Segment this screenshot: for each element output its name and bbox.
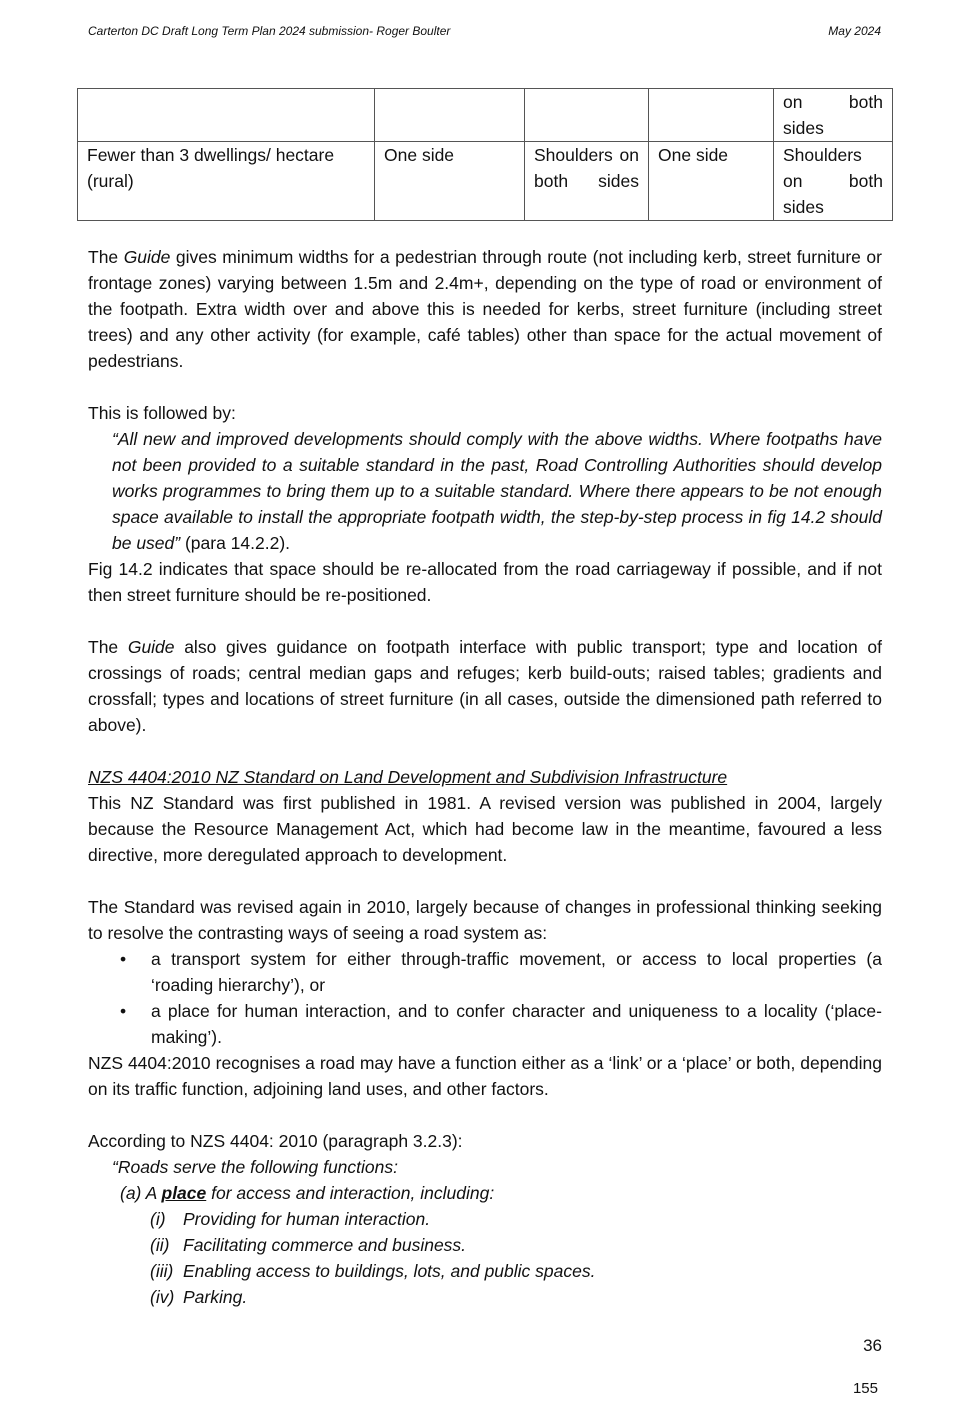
text: The [88,247,124,267]
quote-text: “All new and improved developments should comply with the above widths. Where footpaths have not been provided to a suitable standard in the past, Road Controlling Authorities should develop works programmes to bring them up to a suitable standard. Where there appears to be not enough space available to install the appropriate footpath width, the step-by-step process in fig 14.2 should be used” [112,429,882,553]
paragraph-guide-guidance [88,634,882,738]
text: also gives guidance on footpath interface with public transport; type and location of crossings of roads; central median gaps and refuges; kerb build-outs; raised tables; gradients and crossfall; types and locations of street furniture (in all cases, outside the dimensioned path referred to above). [88,637,882,735]
list-item [88,946,882,998]
guide-title: Guide [127,637,175,657]
paragraph-fig-14-2: Fig 14.2 indicates that space should be re-allocated from the road carriageway if possible, and if not then street furniture should be re-positioned. [88,559,882,605]
bullet-list [88,946,882,1050]
section-heading: NZS 4404:2010 NZ Standard on Land Development and Subdivision Infrastructure [88,767,728,787]
table-cell: Fewer than 3 dwellings/ hectare (rural) [78,142,375,221]
paragraph-followed-by: This is followed by: [88,403,236,423]
page-header [88,24,881,40]
list-item-text: a place for human interaction, and to confer character and uniqueness to a locality (‘place-making’). [151,1001,882,1047]
table-cell [78,89,375,142]
subitem-text: Parking. [183,1287,248,1307]
road-widths-table [77,88,893,221]
subitem-number: (iv) [150,1287,175,1307]
table-row [78,89,893,142]
table-cell: Shoulders on both sides [525,142,649,221]
document-page-number: 155 [852,1380,878,1397]
subitem-text: Enabling access to buildings, lots, and public spaces. [183,1261,596,1281]
quote-subitem [88,1284,882,1310]
quote-subitem [88,1206,882,1232]
bullet-icon: • [120,949,127,969]
place-emphasis: place [161,1183,207,1203]
text: (a) A [120,1183,162,1203]
quote-guide [88,426,882,556]
table-cell: on both sides [774,89,893,142]
table-cell [649,89,774,142]
header-date: May 2024 [828,24,881,38]
list-item [88,998,882,1050]
paragraph-standard-history: This NZ Standard was first published in 1981. A revised version was published in 2004, largely because the Resource Management Act, which had become law in the meantime, favoured a less directive, more deregulated approach to development. [88,793,882,865]
quote-reference: (para 14.2.2). [180,533,291,553]
subitem-text: Facilitating commerce and business. [183,1235,467,1255]
paragraph-link-place: NZS 4404:2010 recognises a road may have a function either as a ‘link’ or a ‘place’ or both, depending on its traffic function, adjoining land uses, and other factors. [88,1053,882,1099]
subitem-number: (ii) [150,1235,170,1255]
subitem-number: (iii) [150,1261,174,1281]
table-row [78,142,893,221]
quote-item-a [88,1180,882,1206]
paragraph-standard-revision: The Standard was revised again in 2010, largely because of changes in professional thinking seeking to resolve the contrasting ways of seeing a road system as: [88,897,882,943]
text: for access and interaction, including: [206,1183,495,1203]
subitem-number: (i) [150,1209,166,1229]
list-item-text: a transport system for either through-traffic movement, or access to local properties (a ‘roading hierarchy’), or [151,949,882,995]
guide-title: Guide [123,247,171,267]
table-cell: Shoulders on both sides [774,142,893,221]
quote-intro: “Roads serve the following functions: [112,1157,398,1177]
paragraph-according-to: According to NZS 4404: 2010 (paragraph 3.2.3): [88,1131,463,1151]
table-cell: One side [649,142,774,221]
paragraph-guide-widths [88,244,882,374]
text: gives minimum widths for a pedestrian through route (not including kerb, street furniture or frontage zones) varying between 1.5m and 2.4m+, depending on the type of road or environment of the footpath. Extra width over and above this is needed for kerbs, street furniture (including street trees) and any other activity (for example, café tables) other than space for the actual movement of pedestrians. [88,247,882,371]
quote-subitem [88,1232,882,1258]
header-title: Carterton DC Draft Long Term Plan 2024 submission- Roger Boulter [88,24,451,38]
page-body [88,244,882,1310]
subitem-text: Providing for human interaction. [183,1209,431,1229]
text: The [88,637,128,657]
page-number: 36 [863,1336,882,1355]
table-cell [375,89,525,142]
bullet-icon: • [120,1001,127,1021]
table-cell [525,89,649,142]
table-cell: One side [375,142,525,221]
quote-subitem [88,1258,882,1284]
